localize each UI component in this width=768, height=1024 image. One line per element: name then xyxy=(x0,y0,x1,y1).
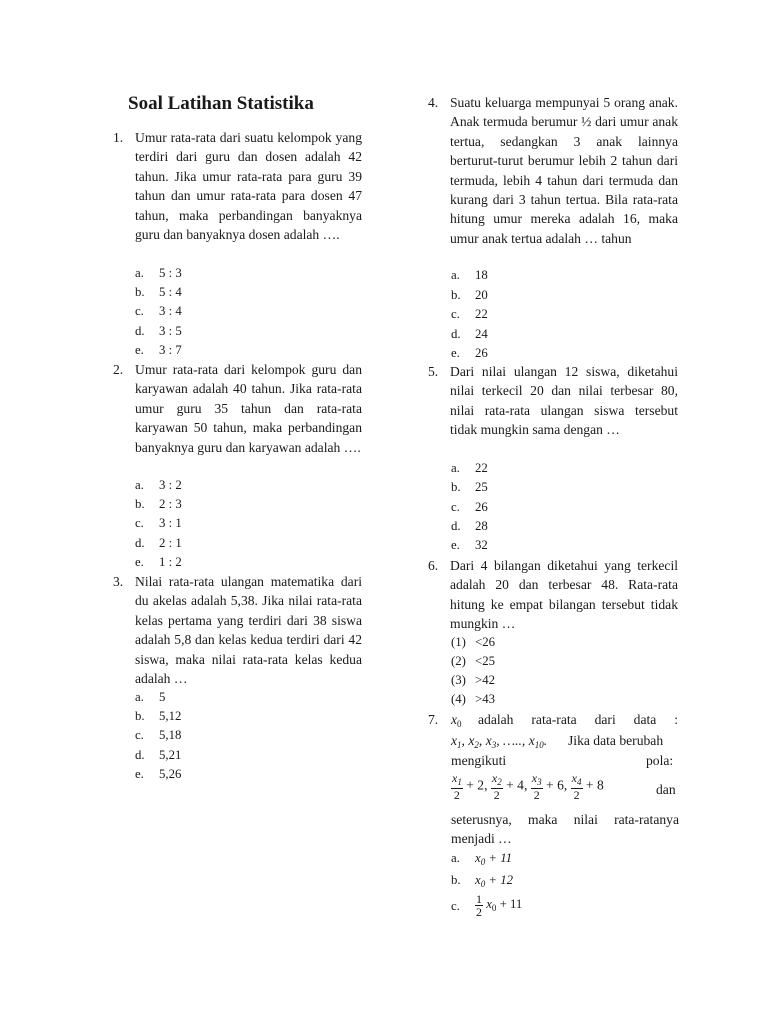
option-5b: b. 25 xyxy=(451,480,488,494)
fraction: $\frac{x_1}{2}$ xyxy=(452,771,462,802)
x0-symbol: $x_0$ xyxy=(451,712,462,729)
option-5c: c. 26 xyxy=(451,500,488,514)
question-number: 6. xyxy=(428,558,439,573)
option-4c: c. 22 xyxy=(451,307,488,321)
page-title: Soal Latihan Statistika xyxy=(128,93,314,114)
fraction: $\frac{x_2}{2}$ xyxy=(491,771,502,802)
pattern-formula: $\frac{x_1}{2}$ + 2, $\frac{x_2}{2}$ + 4, $\frac{x_3}{2}$ + 6, $\frac{x_4}{2}$ + 8 xyxy=(452,771,604,802)
question-text: Umur rata-rata dari kelompok guru dan karyawan adalah 40 tahun. Jika rata-rata umur guru 35 tahun dan rata-rata karyawan 50 tahun, maka perbandingan banyaknya guru dan karyawan adalah …. xyxy=(135,362,362,455)
question-5 xyxy=(428,362,678,458)
question-text: Jika data berubah xyxy=(568,733,664,748)
question-number: 2. xyxy=(113,362,124,377)
question-text: Dari nilai ulangan 12 siswa, diketahui nilai terkecil 20 dan nilai terbesar 80, nilai rata-rata ulangan siswa tersebut tidak mungkin sama dengan … xyxy=(450,364,678,438)
question-text: pola: xyxy=(646,753,674,768)
option-2b: b. 2 : 3 xyxy=(135,497,182,511)
question-text: Dari 4 bilangan diketahui yang terkecil adalah 20 dan terbesar 48. Rata-rata hitung ke empat bilangan tersebut tidak mungkin … xyxy=(450,558,678,632)
question-text: dan xyxy=(656,782,676,797)
option-6-1: (1) <26 xyxy=(451,635,496,649)
fraction: $\frac{x_3}{2}$ xyxy=(531,771,542,802)
option-4d: d. 24 xyxy=(451,327,488,341)
option-4b: b. 20 xyxy=(451,288,488,302)
option-6-3: (3) >42 xyxy=(451,673,496,687)
option-3b: b. 5,12 xyxy=(135,709,182,723)
option-6-2: (2) <25 xyxy=(451,654,496,668)
question-number: 1. xyxy=(113,130,124,145)
question-text: adalah rata-rata dari data : xyxy=(478,712,678,727)
question-number: 5. xyxy=(428,364,439,379)
option-3d: d. 5,21 xyxy=(135,748,182,762)
option-1a: a. 5 : 3 xyxy=(135,266,182,280)
data-sequence: $x_1$, $x_2$, $x_3$, ….., $x_{10}$. xyxy=(451,733,548,750)
option-6-4: (4) >43 xyxy=(451,692,496,706)
option-3a: a. 5 xyxy=(135,690,166,704)
option-4e: e. 26 xyxy=(451,346,488,360)
question-2 xyxy=(113,360,362,476)
question-3 xyxy=(113,572,362,688)
option-7c: c. $\frac{1}{2}$ $x_0 + 11$ xyxy=(451,892,523,919)
question-text: seterusnya, maka nilai rata-ratanya menjadi … xyxy=(451,812,679,847)
option-2c: c. 3 : 1 xyxy=(135,516,182,530)
question-number: 7. xyxy=(428,712,439,727)
option-5d: d. 28 xyxy=(451,519,488,533)
option-4a: a. 18 xyxy=(451,268,488,282)
option-1e: e. 3 : 7 xyxy=(135,343,182,357)
option-7b: b. $x_0 + 12$ xyxy=(451,873,514,889)
option-3e: e. 5,26 xyxy=(135,767,182,781)
question-1 xyxy=(113,128,362,264)
option-3c: c. 5,18 xyxy=(135,728,182,742)
option-2a: a. 3 : 2 xyxy=(135,478,182,492)
question-text: mengikuti xyxy=(451,753,507,768)
option-2e: e. 1 : 2 xyxy=(135,555,182,569)
question-4 xyxy=(428,93,678,265)
option-1d: d. 3 : 5 xyxy=(135,324,182,338)
option-5a: a. 22 xyxy=(451,461,488,475)
fraction: $\frac{x_4}{2}$ xyxy=(571,771,582,802)
option-7a: a. $x_0 + 11$ xyxy=(451,851,513,867)
option-5e: e. 32 xyxy=(451,538,488,552)
question-text: Umur rata-rata dari suatu kelompok yang terdiri dari guru dan dosen adalah 42 tahun. Jika umur rata-rata para guru 39 tahun dan umur rata-rata para dosen 47 tahun, maka perbandingan banyaknya guru dan banyaknya dosen adalah …. xyxy=(135,130,362,243)
option-1b: b. 5 : 4 xyxy=(135,285,182,299)
question-6 xyxy=(428,556,678,632)
question-number: 3. xyxy=(113,574,124,589)
question-number: 4. xyxy=(428,95,439,110)
option-2d: d. 2 : 1 xyxy=(135,536,182,550)
question-text: Nilai rata-rata ulangan matematika dari du akelas adalah 5,38. Jika nilai rata-rata kelas pertama yang terdiri dari 38 siswa adalah 5,8 dan kelas kedua terdiri dari 42 siswa, maka nilai rata-rata kelas kedua adalah … xyxy=(135,574,362,687)
option-1c: c. 3 : 4 xyxy=(135,304,182,318)
question-text: Suatu keluarga mempunyai 5 orang anak. Anak termuda berumur ½ dari umur anak tertua, sedangkan 3 anak lainnya berturut-turut berumur lebih 2 tahun dari termuda, lebih 4 tahun dari termuda dan kurang dari 3 tahun tertua. Bila rata-rata hitung umur mereka adalah 16, maka umur anak tertua adalah … tahun xyxy=(450,95,678,246)
